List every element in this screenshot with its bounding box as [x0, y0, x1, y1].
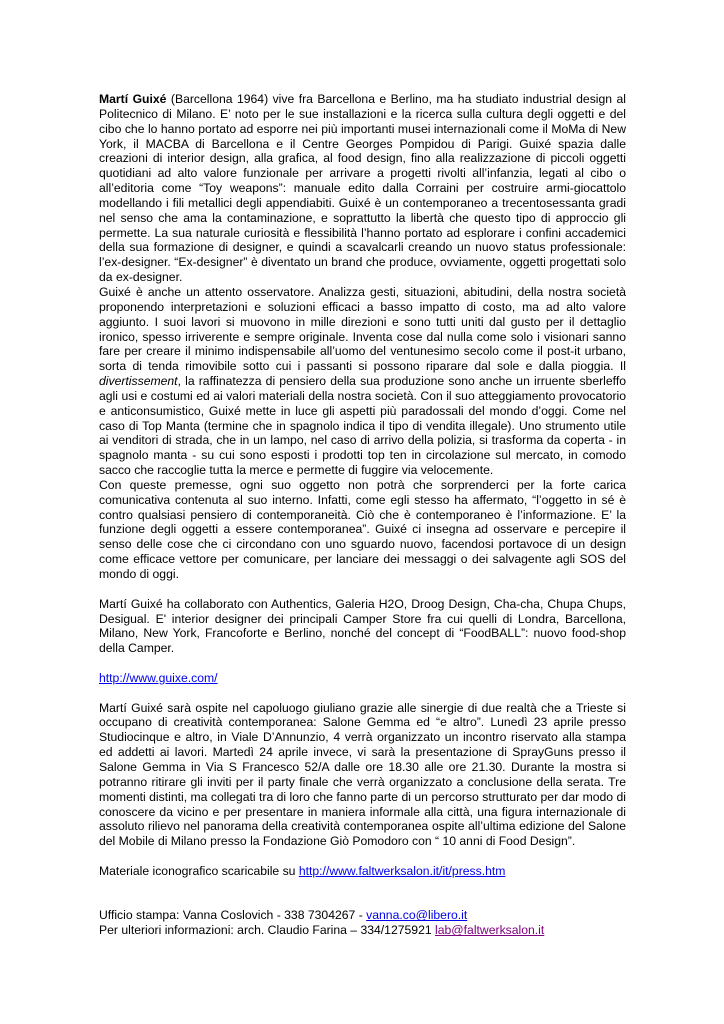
bio-text-1: (Barcellona 1964) vive fra Barcellona e Berlino, ma ha studiato industrial design al Politecnico di Milano. E’ noto per le sue installazioni e la ricerca sulla cultura degli oggetti e del cibo che lo hanno portato ad esporre nei più importanti musei internazionali come il MoMa di New York, il MACBA di Barcellona e il Centre Georges Pompidou di Parigi. Guixé spazia dalle creazioni di interior design, alla grafica, al food design, fino alla realizzazione di piccoli oggetti quotidiani ad alto valore funzionale per arrivare a progetti rivolti all’infanzia, legati al cibo o all’editoria come “Toy weapons”: manuale edito dalla Corraini per costruire armi-giocattolo modellando i fili metallici degli appendiabiti. Guixé è un contemporaneo a trecentosessanta gradi nel senso che ama la contaminazione, e soprattutto la libertà che questo tipo di approccio gli permette. La sua naturale curiosità e flessibilità l’hanno portato ad esplorare i confini accademici della sua formazione di designer, e quindi a scavalcarli creando un nuovo status professionale: l’ex-designer. “Ex-designer” è diventato un brand che produce, ovviamente, oggetti progettati solo da ex-designer.: [99, 92, 626, 285]
press-email-link[interactable]: vanna.co@libero.it: [366, 908, 468, 923]
info-line: [99, 923, 626, 938]
bio-text-2a: Guixé è anche un attento osservatore. Analizza gesti, situazioni, abitudini, della nostra società proponendo interpretazioni e soluzioni efficaci a basso impatto di costo, ma ad alto valore aggiunto. I suoi lavori si muovono in mille direzioni e sono tutti uniti dal gusto per il dettaglio ironico, spesso irriverente e sempre originale. Inventa cose dal nulla come solo i visionari sanno fare per creare il minimo indispensabile all’uomo del ventunesimo secolo come il post-it urbano, sorta di tenda rimovibile sotto cui i passanti si possono riparare dal sole e dalla pioggia. Il: [99, 284, 626, 374]
info-label: Per ulteriori informazioni: arch. Claudio Farina – 334/1275921: [99, 923, 436, 938]
press-material-label: Materiale iconografico scaricabile su: [99, 863, 299, 878]
bio-paragraph-1: [99, 92, 626, 285]
bio-paragraph-2: [99, 285, 626, 478]
document-page: [99, 92, 626, 938]
bio-italic-term: divertissement: [99, 374, 178, 389]
collaborations-paragraph: Martí Guixé ha collaborato con Authentics, Galeria H2O, Droog Design, Cha-cha, Chupa Chups, Desigual. E' interior designer dei principali Camper Store fra cui quelli di Londra, Barcellona, Milano, New York, Francoforte e Berlino, nonché del concept di “FoodBALL”: nuovo food-shop della Camper.: [99, 596, 626, 656]
spacer: [99, 656, 626, 671]
press-material-link[interactable]: http://www.faltwerksalon.it/it/press.htm: [298, 863, 506, 878]
spacer: [99, 879, 626, 909]
website-line: [99, 671, 626, 686]
press-office-line: [99, 908, 626, 923]
spacer: [99, 582, 626, 597]
spacer: [99, 849, 626, 864]
info-email-link[interactable]: lab@faltwerksalon.it: [435, 923, 545, 938]
website-link[interactable]: http://www.guixe.com/: [99, 670, 218, 685]
event-paragraph: Martí Guixé sarà ospite nel capoluogo giuliano grazie alle sinergie di due realtà che a Trieste si occupano di creatività contemporanea: Salone Gemma ed “e altro”. Lunedì 23 aprile presso Studiocinque e altro, in Viale D’Annunzio, 4 verrà organizzato un incontro riservato alla stampa ed addetti ai lavori. Martedì 24 aprile invece, vi sarà la presentazione di SprayGuns presso il Salone Gemma in Via S Francesco 52/A dalle ore 18.30 alle ore 21.30. Durante la mostra si potranno ritirare gli inviti per il party finale che verrà organizzato a conclusione della serata. Tre momenti distinti, ma collegati tra di loro che fanno parte di un percorso strutturato per dar modo di conoscere da vicino e per presentare in maniera informale alla città, una figura internazionale di assoluto rilievo nel panorama della creatività contemporanea ospite all’ultima edizione del Salone del Mobile di Milano presso la Fondazione Giò Pomodoro con “ 10 anni di Food Design”.: [99, 700, 626, 849]
bio-text-2b: , la raffinatezza di pensiero della sua produzione sono anche un irruente sberleffo agli usi e costumi ed ai valori materiali della nostra società. Con il suo atteggiamento provocatorio e anticonsumistico, Guixé mette in luce gli aspetti più paradossali del mondo d’oggi. Come nel caso di Top Manta (termine che in spagnolo indica il tipo di vendita illegale). Uno strumento utile ai venditori di strada, che in un lampo, nel caso di arrivo della polizia, si trasforma da coperta - in spagnolo manta - su cui sono esposti i prodotti top ten in circolazione sul mercato, in comodo sacco che raccoglie tutta la merce e permette di fuggire via velocemente.: [99, 374, 626, 478]
artist-name: Martí Guixé: [99, 92, 167, 106]
spacer: [99, 686, 626, 701]
press-material-line: [99, 864, 626, 879]
press-office-label: Ufficio stampa: Vanna Coslovich - 338 7304267 -: [99, 908, 367, 923]
bio-paragraph-3: Con queste premesse, ogni suo oggetto non potrà che sorprenderci per la forte carica comunicativa contenuta al suo interno. Infatti, come egli stesso ha affermato, “l’oggetto in sé è contro qualsiasi pensiero di contemporaneità. Ciò che è contemporaneo è l’informazione. E’ la funzione degli oggetti a essere contemporanea”. Guixé ci insegna ad osservare e percepire il senso delle cose che ci circondano con uno sguardo nuovo, facendosi portavoce di un design come efficace vettore per comunicare, per lanciare dei messaggi o dei salvagente agli SOS del mondo di oggi.: [99, 477, 626, 581]
